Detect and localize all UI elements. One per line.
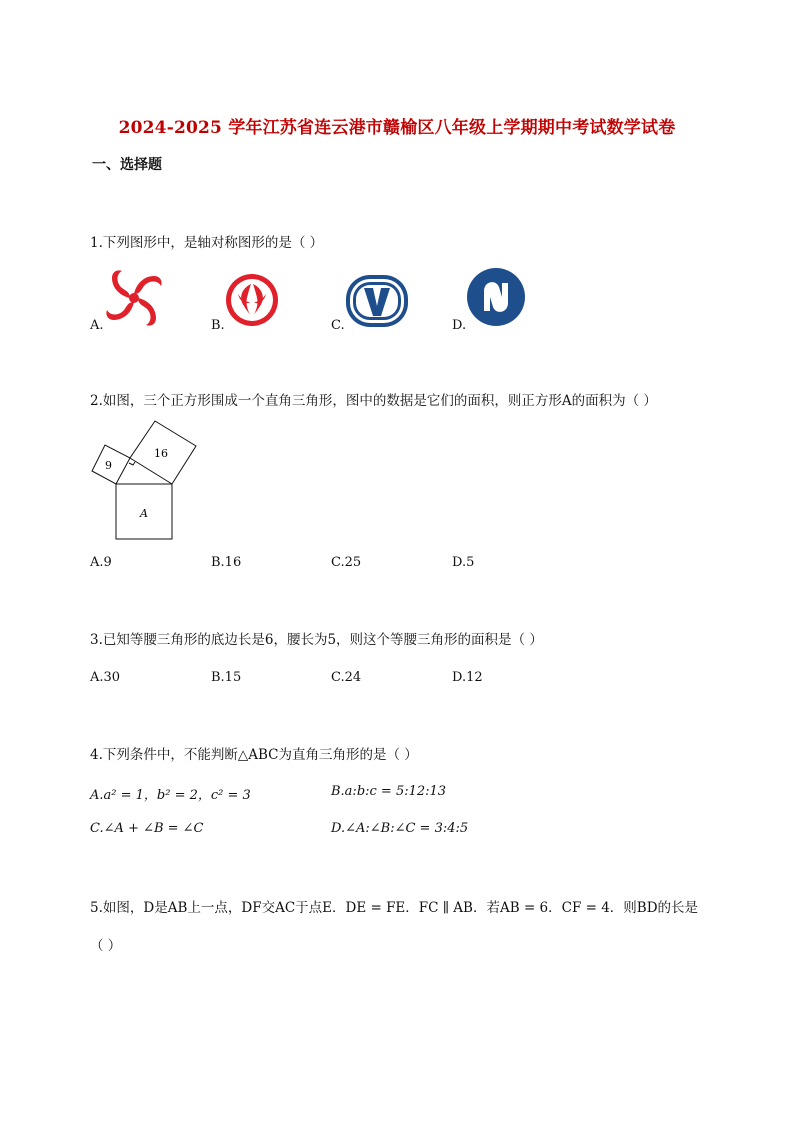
q5-stem: 5.如图，D是AB上一点，DF交AC于点E．DE = FE．FC ∥ AB．若AB = 6．CF = 4．则BD的长是 [90, 900, 699, 916]
swirl-logo-icon [102, 266, 166, 330]
v-shield-logo-icon [344, 272, 410, 330]
q4-stem: 4.下列条件中，不能判断△ABC为直角三角形的是（ ） [90, 747, 418, 763]
q3-option-a: A.30 [90, 670, 121, 685]
q3-option-b: B.15 [211, 670, 242, 685]
q5-answer-paren: （ ） [90, 938, 122, 954]
q4-option-d: D.∠A:∠B:∠C = 3:4:5 [331, 821, 469, 836]
q1-stem: 1.下列图形中，是轴对称图形的是（ ） [90, 235, 324, 251]
n-circle-logo-icon [466, 267, 526, 327]
square-9-label: 9 [105, 459, 112, 472]
q3-option-d: D.12 [452, 670, 483, 685]
q4-option-a: A.a² = 1，b² = 2，c² = 3 [90, 788, 251, 803]
wing-circle-logo-icon [224, 272, 280, 328]
q1-option-c: C. [331, 318, 345, 333]
q2-option-c: C.25 [331, 555, 362, 570]
three-squares-figure [88, 418, 200, 544]
q4-option-c: C.∠A + ∠B = ∠C [90, 821, 204, 836]
q2-stem: 2.如图，三个正方形围成一个直角三角形，图中的数据是它们的面积，则正方形A的面积为（ ） [90, 393, 657, 409]
square-a-label: A [140, 507, 148, 520]
q1-option-b: B. [211, 318, 225, 333]
q1-option-a: A. [90, 318, 104, 333]
q2-option-a: A.9 [90, 555, 112, 570]
q1-option-d: D. [452, 318, 467, 333]
q4-option-b: B.a:b:c = 5:12:13 [331, 784, 447, 799]
section-heading: 一、选择题 [92, 157, 162, 173]
q3-stem: 3.已知等腰三角形的底边长是6，腰长为5，则这个等腰三角形的面积是（ ） [90, 632, 543, 648]
q2-option-d: D.5 [452, 555, 475, 570]
square-16-label: 16 [154, 447, 168, 460]
page-title: 2024-2025 学年江苏省连云港市赣榆区八年级上学期期中考试数学试卷 [118, 118, 676, 138]
q3-option-c: C.24 [331, 670, 362, 685]
q2-option-b: B.16 [211, 555, 242, 570]
